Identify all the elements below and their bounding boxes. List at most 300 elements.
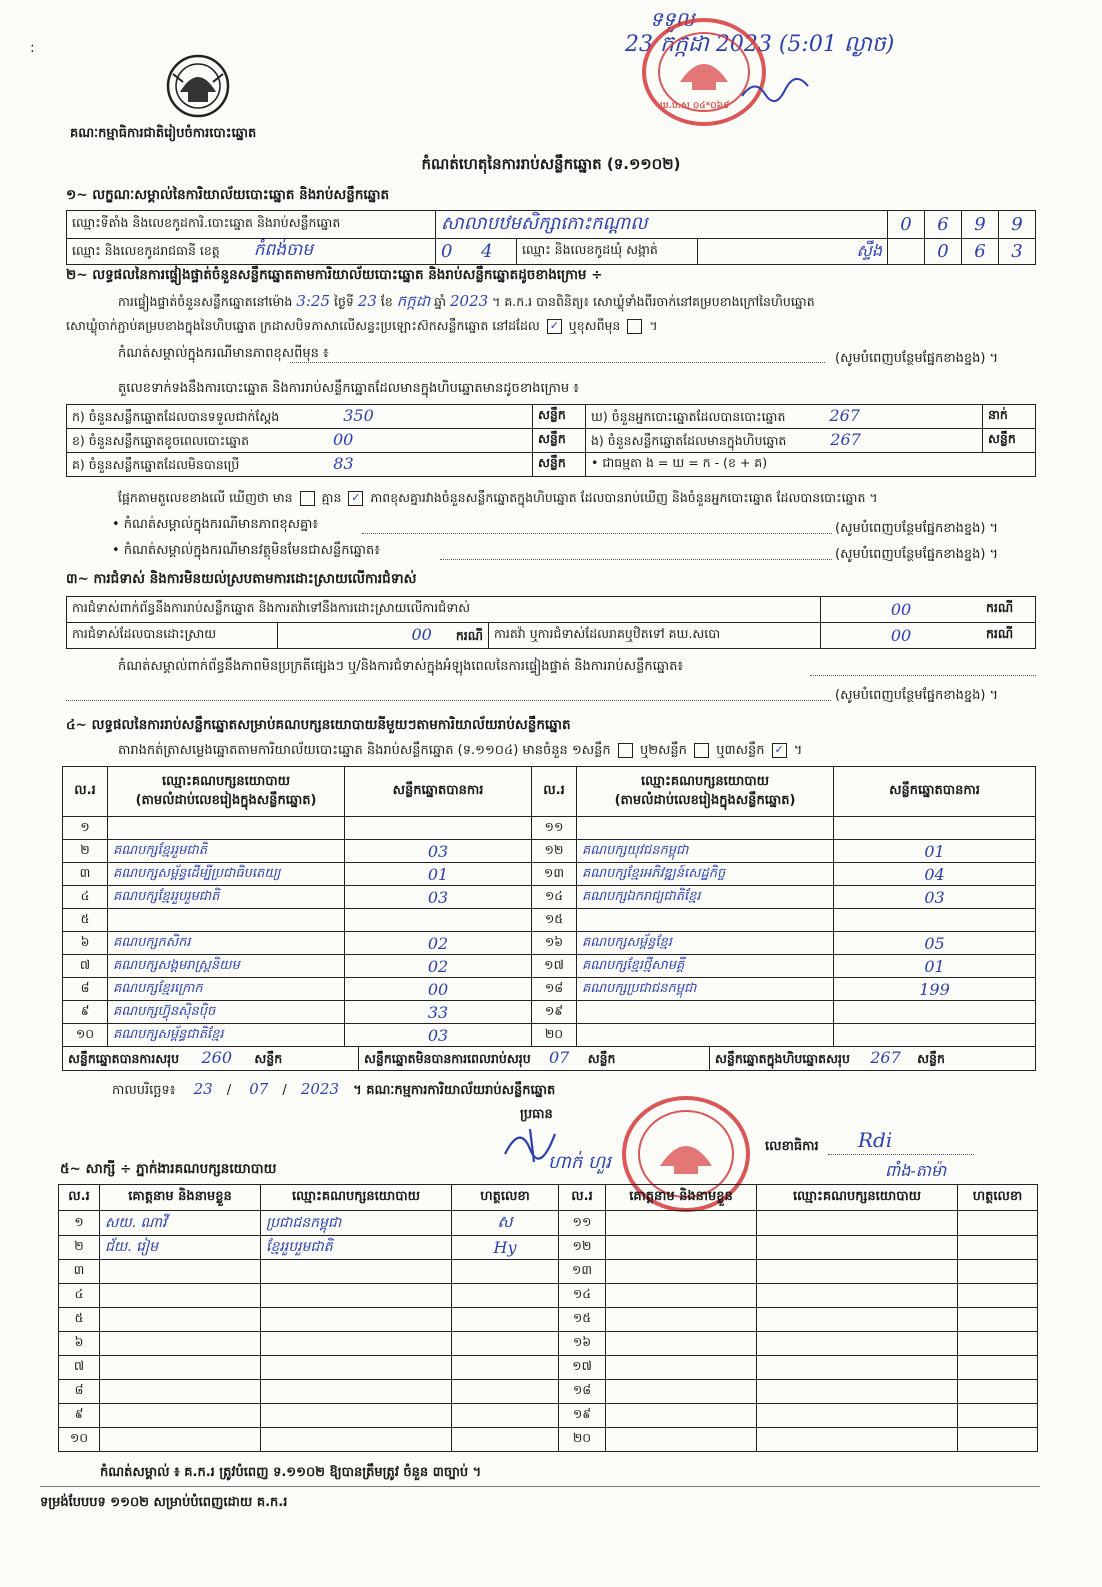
date-suffix: ។ គណៈកម្មការការិយាល័យរាប់សន្លឹកឆ្នោត xyxy=(353,1083,556,1098)
witness-name xyxy=(100,1260,261,1284)
witness-no: ២០ xyxy=(559,1428,606,1452)
witness-row xyxy=(59,1404,1038,1428)
witness-party xyxy=(757,1428,958,1452)
results-table xyxy=(62,766,1036,1047)
result-party xyxy=(577,817,834,840)
note1-dotted-line xyxy=(290,362,825,363)
location-code-1: 0 xyxy=(888,211,925,239)
totals-table xyxy=(62,1046,1036,1071)
para2-text: សោឃ្លុំចាក់ភ្ជាប់គម្របខាងក្នុងនៃហិបឆ្នោត ក្រដាសបិទភាសាលើសន្ទះប្រឡោះស៊កសន្លឹកឆ្នោត នៅដដែល xyxy=(66,318,540,333)
witness-col-sign-right: ហត្ថលេខា xyxy=(958,1185,1038,1211)
check-time: 3:25 xyxy=(296,292,330,310)
two-sheet-checkbox[interactable] xyxy=(694,743,709,758)
result-votes xyxy=(834,909,1036,932)
results-col-party-left-sub: (តាមលំដាប់លេខរៀងក្នុងសន្លឹកឆ្នោត) xyxy=(135,792,317,808)
witness-signature xyxy=(958,1380,1038,1404)
objection-row2-label: ការជំទាស់ដែលបានដោះស្រាយ xyxy=(67,623,278,649)
section4-intro: តារាងកត់ត្រាសម្លេងឆ្នោតតាមការិយាល័យបោះឆ្នោត និងរាប់សន្លឹកឆ្នោត (ទ.១១០៤) មានចំនួន ១សន្លឹក xyxy=(118,743,611,758)
opt2-label: ឬ២សន្លឹក xyxy=(639,743,687,758)
witness-table xyxy=(58,1184,1038,1452)
bullet1-end: (សូមបំពេញបន្ថែមផ្នែកខាងខ្នង) ។ xyxy=(835,521,999,536)
result-votes: 199 xyxy=(834,978,1036,1001)
total-invalid-unit: សន្លឹក xyxy=(587,1050,616,1066)
ng-row xyxy=(586,429,983,453)
results-col-party-right-sub: (តាមលំដាប់លេខរៀងក្នុងសន្លឹកឆ្នោត) xyxy=(614,792,796,808)
total-valid-cell xyxy=(63,1047,359,1071)
witness-no: ១៣ xyxy=(559,1260,606,1284)
province-code-2: 4 xyxy=(481,241,493,262)
results-row xyxy=(63,817,1036,840)
witness-party xyxy=(261,1428,452,1452)
witness-row xyxy=(59,1332,1038,1356)
witness-name xyxy=(606,1260,757,1284)
result-party: គណបក្សខ្មែររួបរួមជាតិ xyxy=(108,886,345,909)
secretary-dotted-line xyxy=(828,1154,974,1155)
witness-signature xyxy=(452,1308,559,1332)
witness-party xyxy=(757,1404,958,1428)
witness-no: ៣ xyxy=(59,1260,100,1284)
witness-party xyxy=(757,1332,958,1356)
witness-signature xyxy=(958,1308,1038,1332)
result-party: គណបក្សខ្មែរអភិវឌ្ឍន៍សេដ្ឋកិច្ច xyxy=(577,863,834,886)
note1: កំណត់សម្គាល់ក្នុងករណីមានភាពខុសពីមុន ៖ xyxy=(118,346,329,361)
witness-no: ១៦ xyxy=(559,1332,606,1356)
result-no: ១១ xyxy=(532,817,577,840)
witness-signature xyxy=(958,1428,1038,1452)
objection-row2-label2: ការតវ៉ា ឬការជំទាស់ដែលរាគឬឋិតទៅ គឃ.សបោ xyxy=(489,623,821,649)
province-label-text: ឈ្មោះ និងលេខកូដរាជធានី ខេត្ត xyxy=(72,243,220,258)
section5-title: ៥~ សាក្សី ÷ ភ្នាក់ងារគណបក្សនយោបាយ xyxy=(60,1161,277,1177)
results-row xyxy=(63,955,1036,978)
k-label: ក) ចំនួនសន្លឹកឆ្នោតដែលបានទទួលជាក់ស្ដែង xyxy=(72,408,280,424)
location-code-3: 9 xyxy=(962,211,999,239)
witness-name xyxy=(606,1211,757,1236)
results-body xyxy=(63,817,1036,1047)
bullet1: • កំណត់សម្គាល់ក្នុងករណីមានភាពខុសគ្នា៖ xyxy=(112,517,319,532)
result-no: ២ xyxy=(63,840,108,863)
witness-name: សយ. ណាវី xyxy=(100,1211,261,1236)
k-row xyxy=(67,405,533,429)
section3-note-end: (សូមបំពេញបន្ថែមផ្នែកខាងខ្នង) ។ xyxy=(835,688,999,703)
witness-party xyxy=(261,1356,452,1380)
results-col-party-left xyxy=(108,767,345,817)
section5-footnote: កំណត់សម្គាល់ ៖ គ.ក.រ ត្រូវបំពេញ ទ.១១០២ ឱ្យបានត្រឹមត្រូវ ចំនួន ៣ច្បាប់ ។ xyxy=(100,1465,482,1480)
witness-signature xyxy=(452,1332,559,1356)
ko-label: គ) ចំនួនសន្លឹកឆ្នោតដែលមិនបានប្រើ xyxy=(72,456,240,472)
witness-party xyxy=(757,1236,958,1260)
one-sheet-checkbox[interactable] xyxy=(618,743,633,758)
witness-party xyxy=(757,1308,958,1332)
para1-end: ។ គ.ក.រ បានពិនិត្យ៖ សោឃ្លុំទាំងពីរចាក់នៅគម្របខាងក្រៅនៃហិបឆ្នោត xyxy=(492,294,815,309)
has-difference-checkbox[interactable] xyxy=(300,491,315,506)
results-col-party-left-title: ឈ្មោះគណបក្សនយោបាយ xyxy=(162,773,290,789)
witness-signature xyxy=(958,1211,1038,1236)
location-label: ឈ្មោះទីតាំង និងលេខកូដការិ.បោះឆ្នោត និងរាប់សន្លឹកឆ្នោត xyxy=(67,211,436,239)
result-party: គណបក្សយុវជនកម្ពុជា xyxy=(577,840,834,863)
witness-no: ១៤ xyxy=(559,1284,606,1308)
witness-col-name-left: គោត្តនាម និងនាមខ្លួន xyxy=(100,1185,261,1211)
total-valid-unit: សន្លឹក xyxy=(254,1050,283,1066)
results-col-no-right: ល.រ xyxy=(532,767,577,817)
result-votes xyxy=(834,817,1036,840)
result-party: គណបក្សសម្ព័ន្ធដើម្បីប្រជាធិបតេយ្យ xyxy=(108,863,345,886)
witness-name xyxy=(606,1308,757,1332)
results-col-no-left: ល.រ xyxy=(63,767,108,817)
results-col-votes-left: សន្លឹកឆ្នោតបានការ xyxy=(345,767,532,817)
result-no: ៧ xyxy=(63,955,108,978)
result-votes xyxy=(345,817,532,840)
location-value: សាលាបឋមសិក្សាកោះកណ្ដាល xyxy=(436,211,888,239)
commune-code-spacer xyxy=(888,239,925,265)
result-votes: 03 xyxy=(834,886,1036,909)
objection-row1-label: ការជំទាស់ពាក់ព័ន្ធនឹងការរាប់សន្លឹកឆ្នោត និងការតវ៉ាទៅនឹងការដោះស្រាយលើការជំទាស់ xyxy=(67,597,821,623)
witness-no: ១៩ xyxy=(559,1404,606,1428)
result-party xyxy=(577,1001,834,1024)
chair-label: ប្រធាន xyxy=(520,1107,553,1122)
witness-signature xyxy=(452,1260,559,1284)
result-votes: 02 xyxy=(345,932,532,955)
result-no: ១៨ xyxy=(532,978,577,1001)
witness-no: ៦ xyxy=(59,1332,100,1356)
result-votes: 00 xyxy=(345,978,532,1001)
witness-party xyxy=(757,1356,958,1380)
result-party xyxy=(577,1024,834,1047)
witness-name xyxy=(606,1236,757,1260)
objection-row2-unit2: ករណី xyxy=(981,623,1036,649)
check-month: កក្កដា xyxy=(396,292,431,310)
para1-start: ការផ្ទៀងផ្ទាត់ចំនួនសន្លឹកឆ្នោតនៅម៉ោង xyxy=(118,294,293,309)
compare-text: ផ្អែកតាមតួលេខខាងលើ ឃើញថា មាន xyxy=(118,490,293,505)
date-month: 07 xyxy=(249,1080,269,1098)
witness-body xyxy=(59,1211,1038,1452)
result-votes xyxy=(834,1001,1036,1024)
section4-title: ៤~ លទ្ធផលនៃការរាប់សន្លឹកឆ្នោតសម្រាប់គណបក្សនយោបាយនីមួយៗតាមការិយាល័យរាប់សន្លឹកឆ្នោត xyxy=(66,717,571,733)
check-day: 23 xyxy=(357,292,377,310)
result-party: គណបក្សសង្គមរាស្ត្រនិយម xyxy=(108,955,345,978)
location-code-4: 9 xyxy=(999,211,1036,239)
witness-col-party-right: ឈ្មោះគណបក្សនយោបាយ xyxy=(757,1185,958,1211)
province-value: កំពង់ចាម xyxy=(253,240,314,260)
result-no: ១៧ xyxy=(532,955,577,978)
result-votes: 04 xyxy=(834,863,1036,886)
result-party: គណបក្សសម្ព័ន្ធខ្មែរ xyxy=(577,932,834,955)
results-row xyxy=(63,886,1036,909)
witness-name xyxy=(606,1332,757,1356)
witness-row xyxy=(59,1236,1038,1260)
result-votes: 03 xyxy=(345,840,532,863)
kh-value: 00 xyxy=(333,429,354,449)
result-votes: 33 xyxy=(345,1001,532,1024)
result-party: គណបក្សខ្មែររួមជាតិ xyxy=(108,840,345,863)
result-party: គណបក្សហ៊្វុនស៊ិនប៉ិច xyxy=(108,1001,345,1024)
document-title: កំណត់ហេតុនៃការរាប់សន្លឹកឆ្នោត (ទ.១១០២) xyxy=(421,155,681,173)
ng-value: 267 xyxy=(830,429,861,449)
witness-signature: ស xyxy=(452,1211,559,1236)
section1-title: ១~ លក្ខណៈសម្គាល់នៃការិយាល័យបោះឆ្នោត និងរាប់សន្លឹកឆ្នោត xyxy=(66,187,390,203)
results-col-party-right-title: ឈ្មោះគណបក្សនយោបាយ xyxy=(641,773,769,789)
page-marker: : xyxy=(30,40,35,56)
witness-no: ១១ xyxy=(559,1211,606,1236)
results-row xyxy=(63,1024,1036,1047)
witness-signature xyxy=(958,1356,1038,1380)
witness-signature xyxy=(452,1284,559,1308)
witness-no: ៥ xyxy=(59,1308,100,1332)
witness-row xyxy=(59,1308,1038,1332)
total-valid: 260 xyxy=(201,1047,232,1067)
results-row xyxy=(63,863,1036,886)
witness-name xyxy=(100,1284,261,1308)
gh-value: 267 xyxy=(829,405,860,425)
witness-name xyxy=(606,1356,757,1380)
result-no: ១៣ xyxy=(532,863,577,886)
witness-name: ជ័យ. រៀម xyxy=(100,1236,261,1260)
month-label: ខែ xyxy=(380,294,393,309)
result-votes: 03 xyxy=(345,1024,532,1047)
objection-row2-value2: 00 xyxy=(821,623,982,649)
section2-para2: សោឃ្លុំចាក់ភ្ជាប់គម្របខាងក្នុងនៃហិបឆ្នោត ក្រដាសបិទភាសាលើសន្ទះប្រឡោះស៊កសន្លឹកឆ្នោត នៅដដែល ✓ ឬខុសពីមុន ។ xyxy=(66,318,658,333)
commune-code-2: 6 xyxy=(962,239,999,265)
witness-col-no-right: ល.រ xyxy=(559,1185,606,1211)
total-valid-label: សន្លឹកឆ្នោតបានការសរុប xyxy=(68,1050,180,1066)
witness-no: ៧ xyxy=(59,1356,100,1380)
location-code-2: 6 xyxy=(925,211,962,239)
witness-signature xyxy=(452,1356,559,1380)
witness-name xyxy=(100,1308,261,1332)
check-year: 2023 xyxy=(449,292,489,310)
result-no: ១៥ xyxy=(532,909,577,932)
witness-no: ១០ xyxy=(59,1428,100,1452)
unchanged-checkbox[interactable]: ✓ xyxy=(547,319,562,334)
note1-end: (សូមបំពេញបន្ថែមផ្នែកខាងខ្នង) ។ xyxy=(835,351,999,366)
section1-table xyxy=(66,210,1036,265)
witness-no: ១៨ xyxy=(559,1380,606,1404)
witness-signature xyxy=(452,1428,559,1452)
witness-no: ១៥ xyxy=(559,1308,606,1332)
objection-row2-cell xyxy=(278,623,489,649)
witness-name xyxy=(100,1404,261,1428)
results-col-party-right xyxy=(577,767,834,817)
stamp-text-top: ឃ.ប.ស ០៤*០៦៩ xyxy=(660,101,730,111)
witness-name xyxy=(100,1380,261,1404)
k-value: 350 xyxy=(343,405,374,425)
section2-intro: តួលេខទាក់ទងនឹងការបោះឆ្នោត និងការរាប់សន្លឹកឆ្នោតដែលមានក្នុងហិបឆ្នោតមានដូចខាងក្រោម ៖ xyxy=(118,381,579,396)
results-row xyxy=(63,1001,1036,1024)
result-party: គណបក្សខ្មែរក្រោក xyxy=(108,978,345,1001)
results-row xyxy=(63,932,1036,955)
count-date-line: កាលបរិច្ឆេទ៖ 23 / 07 / 2023 ។ គណៈកម្មការការិយាល័យរាប់សន្លឹកឆ្នោត xyxy=(112,1080,556,1098)
witness-party xyxy=(757,1211,958,1236)
bullet2-end: (សូមបំពេញបន្ថែមផ្នែកខាងខ្នង) ។ xyxy=(835,547,999,562)
secretary-label: លេខាធិការ xyxy=(765,1139,819,1154)
compare-no: គ្មាន xyxy=(321,490,342,505)
witness-signature xyxy=(958,1260,1038,1284)
result-party xyxy=(108,909,345,932)
results-col-votes-right: សន្លឹកឆ្នោតបានការ xyxy=(834,767,1036,817)
commune-value: ស្ទឹង xyxy=(698,239,888,265)
result-votes: 02 xyxy=(345,955,532,978)
footer-form-note: ទម្រង់បែបបទ ១១០២ សម្រាប់បំពេញដោយ គ.ក.រ xyxy=(40,1495,288,1510)
secretary-signature: Rdi xyxy=(858,1128,893,1152)
witness-party xyxy=(757,1260,958,1284)
nec-logo xyxy=(158,52,238,120)
bullet2: • កំណត់សម្គាល់ក្នុងករណីមានវត្ថុមិនមែនជាសន្លឹកឆ្នោត៖ xyxy=(112,543,380,558)
ng-unit: សន្លឹក xyxy=(983,429,1036,453)
witness-party xyxy=(261,1332,452,1356)
result-party: គណបក្សសម្ព័ន្ធជាតិខ្មែរ xyxy=(108,1024,345,1047)
witness-name xyxy=(100,1332,261,1356)
day-label: ថ្ងៃទី xyxy=(333,294,354,309)
result-no: ១០ xyxy=(63,1024,108,1047)
witness-name xyxy=(606,1404,757,1428)
witness-name xyxy=(100,1428,261,1452)
result-party xyxy=(577,909,834,932)
section3-note-dotted-line1 xyxy=(810,675,1036,676)
ko-value: 83 xyxy=(333,453,354,473)
witness-row xyxy=(59,1284,1038,1308)
gh-row xyxy=(586,405,983,429)
result-votes: 01 xyxy=(834,955,1036,978)
ko-unit: សន្លឹក xyxy=(533,453,586,477)
three-sheet-checkbox[interactable]: ✓ xyxy=(772,743,787,758)
footer-rule xyxy=(40,1486,1040,1487)
witness-no: ២ xyxy=(59,1236,100,1260)
result-votes xyxy=(345,909,532,932)
commune-code-3: 3 xyxy=(999,239,1036,265)
kh-row xyxy=(67,429,533,453)
objection-row2-value: 00 xyxy=(411,624,432,644)
opt3-label: ឬ៣សន្លឹក xyxy=(716,743,765,758)
results-row xyxy=(63,978,1036,1001)
result-party xyxy=(108,817,345,840)
changed-checkbox[interactable] xyxy=(627,319,642,334)
ballot-count-table xyxy=(66,404,1036,477)
total-box-cell xyxy=(710,1047,1036,1071)
total-invalid-cell xyxy=(359,1047,710,1071)
received-note: ទទួល xyxy=(650,7,695,31)
witness-no: ៩ xyxy=(59,1404,100,1428)
org-name: គណៈកម្មាធិការជាតិរៀបចំការបោះឆ្នោត xyxy=(70,126,257,141)
total-box-label: សន្លឹកឆ្នោតក្នុងហិបឆ្នោតសរុប xyxy=(715,1050,850,1066)
result-no: ២០ xyxy=(532,1024,577,1047)
k-unit: សន្លឹក xyxy=(533,405,586,429)
witness-party xyxy=(261,1260,452,1284)
witness-party xyxy=(261,1404,452,1428)
section2-para1 xyxy=(118,292,815,314)
witness-signature: Hy xyxy=(452,1236,559,1260)
result-votes: 05 xyxy=(834,932,1036,955)
section4-intro-line: តារាងកត់ត្រាសម្លេងឆ្នោតតាមការិយាល័យបោះឆ្នោត និងរាប់សន្លឹកឆ្នោត (ទ.១១០៤) មានចំនួន ១សន្លឹក ឬ២សន្លឹក ឬ៣សន្លឹក ✓ ។ xyxy=(118,743,803,758)
received-date: 23 កក្កដា 2023 (5:01 ល្ងាច) xyxy=(625,32,895,57)
ko-row xyxy=(67,453,533,477)
witness-no: ៨ xyxy=(59,1380,100,1404)
result-no: ៩ xyxy=(63,1001,108,1024)
section2-title: ២~ លទ្ធផលនៃការផ្ទៀងផ្ទាត់ចំនួនសន្លឹកឆ្នោតតាមការិយាល័យបោះឆ្នោត និងរាប់សន្លឹកឆ្នោតដូចខាងក្រោម ÷ xyxy=(66,267,603,283)
witness-col-sign-left: ហត្ថលេខា xyxy=(452,1185,559,1211)
section3-title: ៣~ ការជំទាស់ និងការមិនយល់ស្របតាមការដោះស្រាយលើការជំទាស់ xyxy=(66,571,417,587)
result-no: ១៦ xyxy=(532,932,577,955)
commune-code-1: 0 xyxy=(925,239,962,265)
section3-note-dotted-line2 xyxy=(66,700,831,701)
result-no: ១៤ xyxy=(532,886,577,909)
no-difference-checkbox[interactable]: ✓ xyxy=(348,491,363,506)
witness-party xyxy=(261,1380,452,1404)
witness-name xyxy=(606,1428,757,1452)
year-label: ឆ្នាំ xyxy=(434,294,446,309)
result-party: គណបក្សកសិករ xyxy=(108,932,345,955)
witness-party xyxy=(757,1284,958,1308)
chair-name: ហាក់ ហួរ xyxy=(548,1152,611,1173)
witness-signature xyxy=(452,1380,559,1404)
witness-col-name-right: គោត្តនាម និងនាមខ្លួន xyxy=(606,1185,757,1211)
witness-row xyxy=(59,1260,1038,1284)
witness-row xyxy=(59,1380,1038,1404)
result-no: ៥ xyxy=(63,909,108,932)
date-year: 2023 xyxy=(300,1080,340,1098)
result-no: ១៩ xyxy=(532,1001,577,1024)
witness-name xyxy=(100,1356,261,1380)
objection-row1-unit: ករណី xyxy=(981,597,1036,623)
compare-end: ភាពខុសគ្នារវាងចំនួនសន្លឹកឆ្នោតក្នុងហិបឆ្នោត ដែលបានរាប់ឃើញ និងចំនួនអ្នកបោះឆ្នោត ដែលបានបោះឆ្នោត ។ xyxy=(370,490,878,505)
witness-party xyxy=(261,1308,452,1332)
province-code xyxy=(436,239,517,265)
total-invalid-label: សន្លឹកឆ្នោតមិនបានការពេលរាប់សរុប xyxy=(364,1050,531,1066)
formula: • ជាធម្មតា ង = ឃ = ក - (ខ + គ) xyxy=(586,453,1036,477)
witness-no: ១ xyxy=(59,1211,100,1236)
witness-signature xyxy=(958,1236,1038,1260)
gh-unit: នាក់ xyxy=(983,405,1036,429)
commune-label: ឈ្មោះ និងលេខកូដឃុំ សង្កាត់ xyxy=(517,239,698,265)
objection-row2-unit: ករណី xyxy=(455,627,483,643)
witness-name xyxy=(606,1380,757,1404)
witness-party xyxy=(757,1380,958,1404)
result-no: ៨ xyxy=(63,978,108,1001)
bullet2-dotted-line xyxy=(440,559,832,560)
result-party: គណបក្សប្រជាជនកម្ពុជា xyxy=(577,978,834,1001)
kh-label: ខ) ចំនួនសន្លឹកឆ្នោតខូចពេលបោះឆ្នោត xyxy=(72,432,250,448)
result-votes: 01 xyxy=(834,840,1036,863)
witness-party: ប្រជាជនកម្ពុជា xyxy=(261,1211,452,1236)
witness-name xyxy=(606,1284,757,1308)
total-invalid: 07 xyxy=(549,1047,570,1067)
result-votes: 01 xyxy=(345,863,532,886)
result-no: ១២ xyxy=(532,840,577,863)
results-row xyxy=(63,909,1036,932)
total-box: 267 xyxy=(870,1047,901,1067)
total-box-unit: សន្លឹក xyxy=(917,1050,945,1066)
province-label xyxy=(67,239,436,265)
result-votes xyxy=(834,1024,1036,1047)
result-no: ៣ xyxy=(63,863,108,886)
kh-unit: សន្លឹក xyxy=(533,429,586,453)
date-day: 23 xyxy=(193,1080,213,1098)
top-signature xyxy=(740,76,810,113)
objection-table xyxy=(66,596,1036,649)
witness-signature xyxy=(958,1332,1038,1356)
compare-line xyxy=(118,490,878,509)
witness-no: ១២ xyxy=(559,1236,606,1260)
section3-note: កំណត់សម្គាល់ពាក់ព័ន្ធនឹងភាពមិនប្រក្រតីផ្សេងៗ ឬ/និងការជំទាស់ក្នុងអំឡុងពេលនៃការផ្ទៀងផ្ទាត់ និងការរាប់សន្លឹកឆ្នោត៖ xyxy=(118,659,684,674)
para2-end: ឬខុសពីមុន xyxy=(568,318,621,333)
witness-no: ៤ xyxy=(59,1284,100,1308)
ng-label: ង) ចំនួនសន្លឹកឆ្នោតដែលមានក្នុងហិបឆ្នោត xyxy=(591,432,787,448)
result-party: គណបក្សខ្មែរថ្មីសាមគ្គី xyxy=(577,955,834,978)
objection-row1-value: 00 xyxy=(821,597,982,623)
bullet1-dotted-line xyxy=(362,533,832,534)
date-label: កាលបរិច្ឆេទ៖ xyxy=(112,1083,176,1098)
result-no: ៦ xyxy=(63,932,108,955)
results-row xyxy=(63,840,1036,863)
result-no: ៤ xyxy=(63,886,108,909)
